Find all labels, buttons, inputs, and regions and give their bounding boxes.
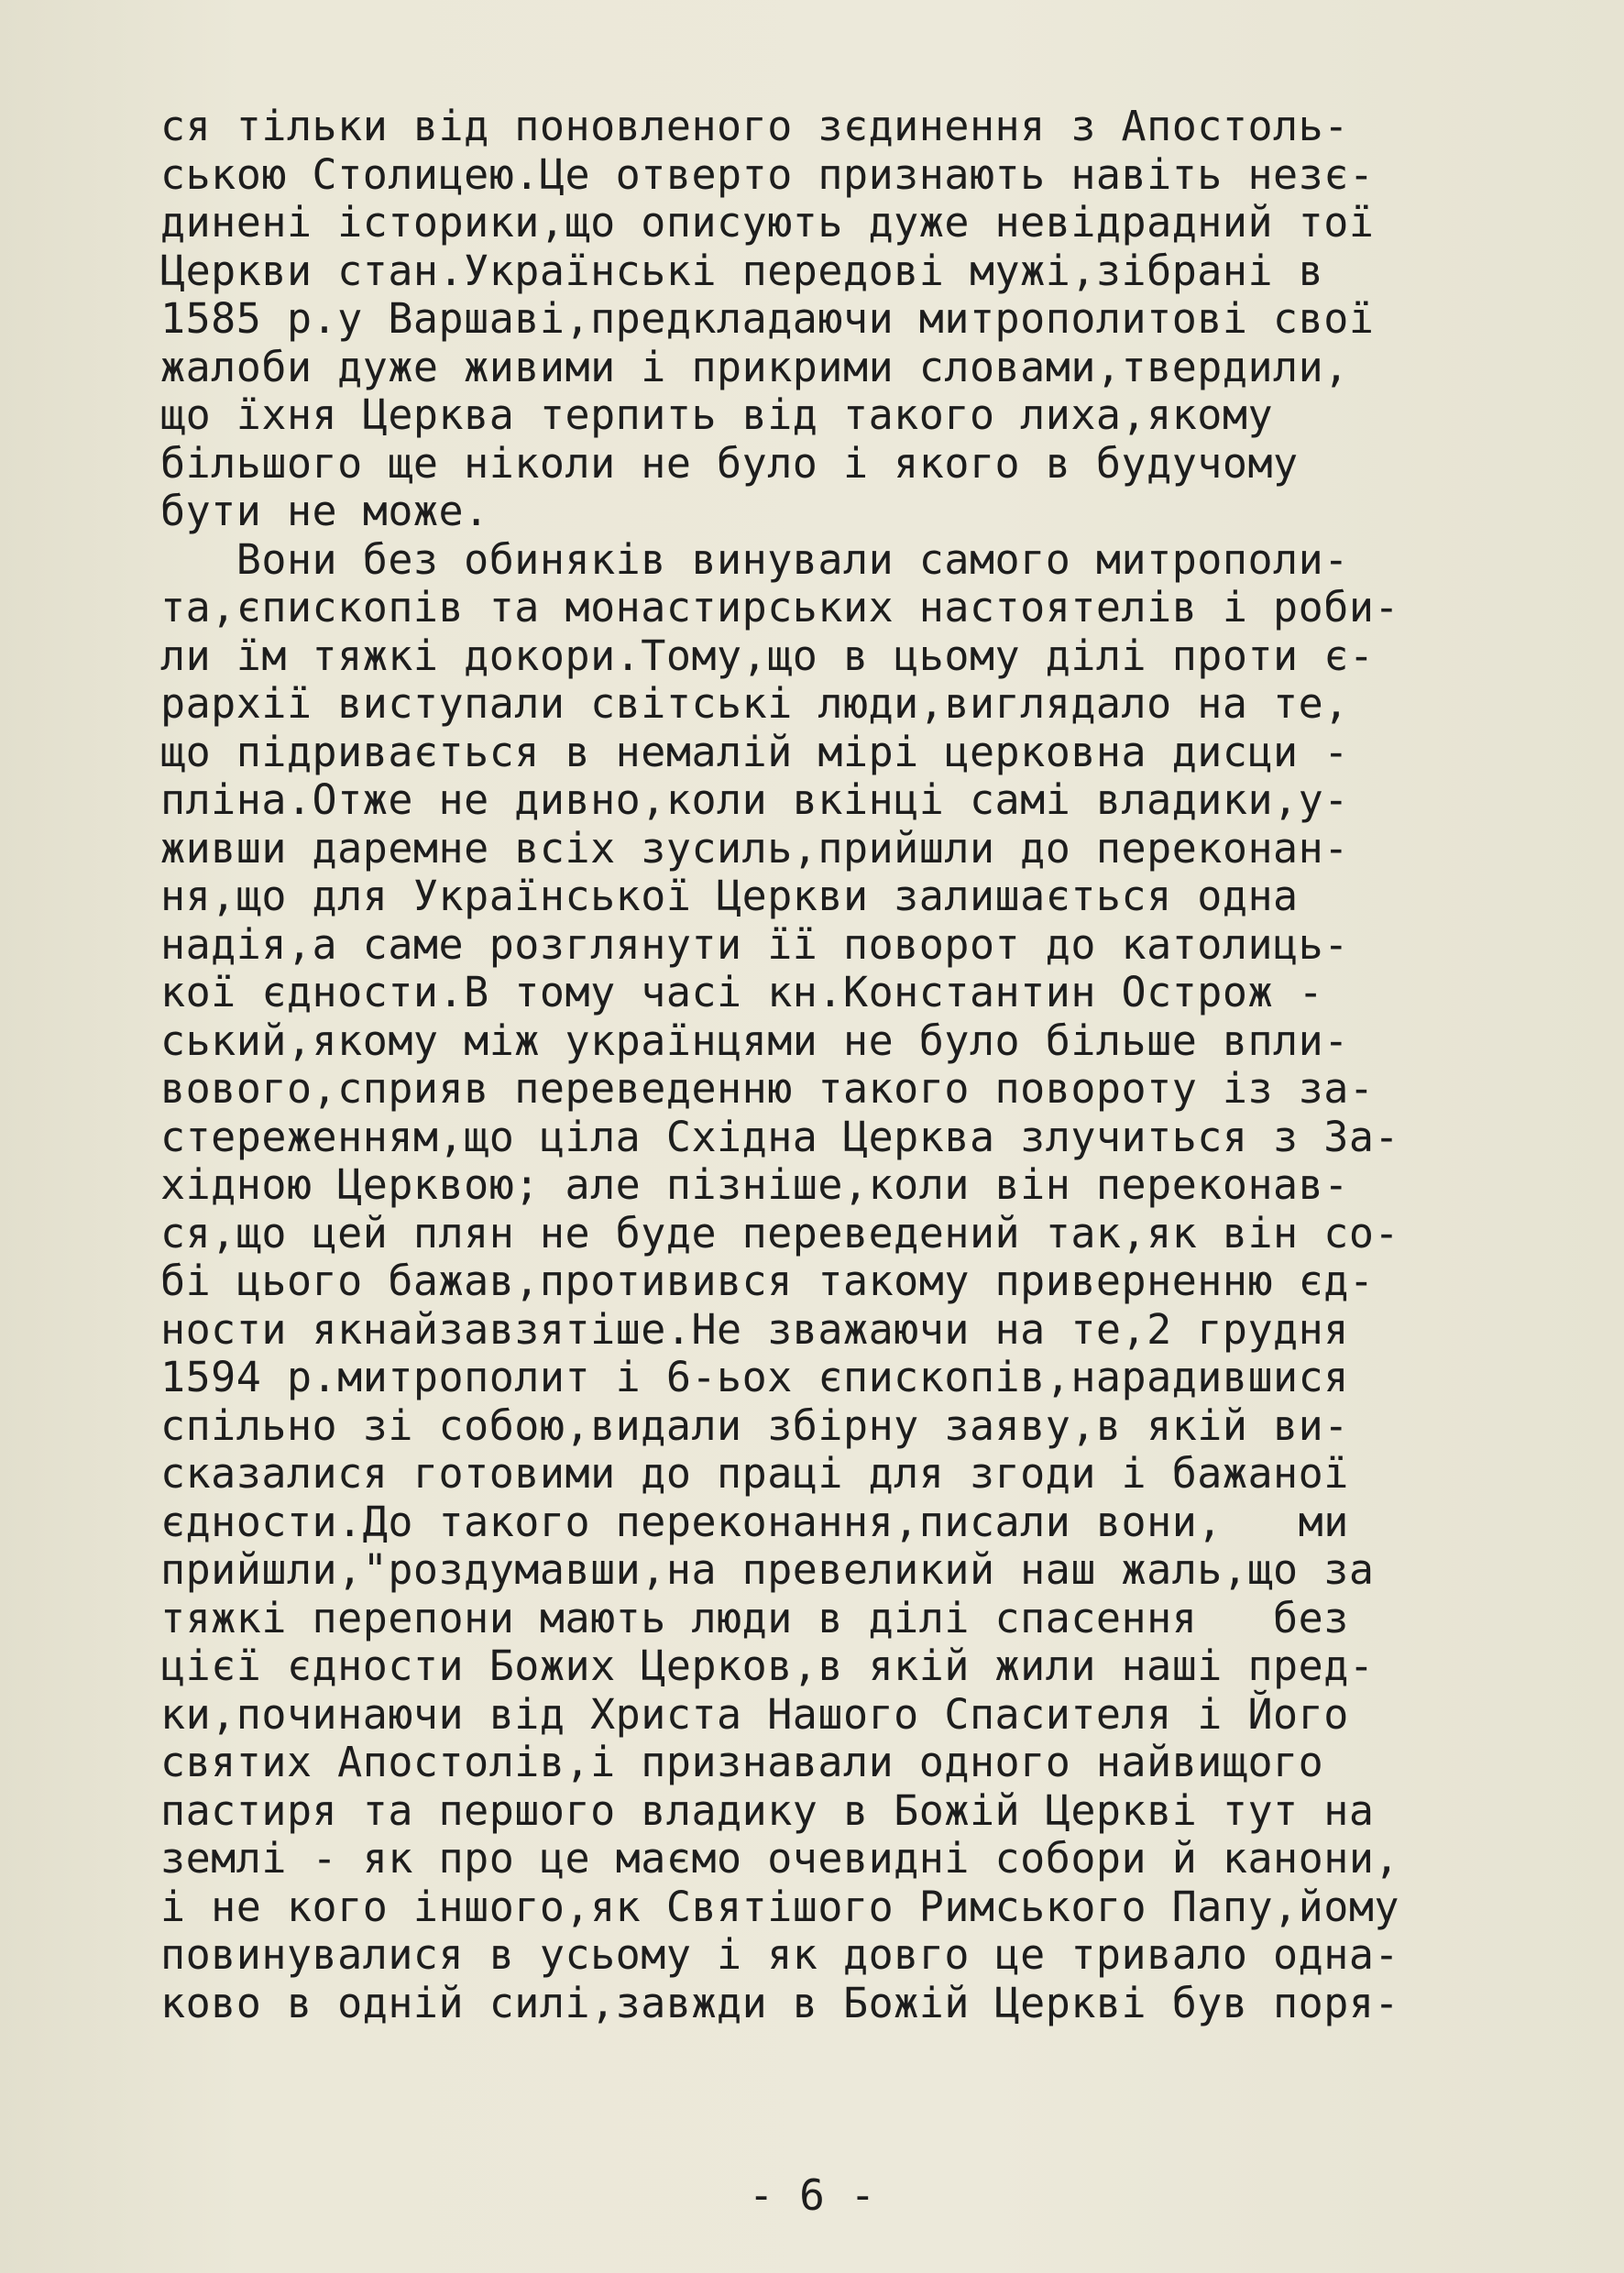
text-line: ся,що цей плян не буде переведений так,як він со- [160,1208,1400,1257]
text-line: тяжкі перепони мають люди в ділі спасення без [160,1593,1349,1642]
text-line: надія,а саме розглянути її поворот до католиць- [160,919,1349,969]
page-number: - 6 - [748,2170,876,2220]
text-line: повинувалися в усьому і як довго це тривало одна- [160,1930,1400,1979]
text-line: спільно зі собою,видали збірну заяву,в якій ви- [160,1400,1349,1450]
body-text [160,103,1590,2027]
text-line: що їхня Церква терпить від такого лиха,якому [160,390,1274,439]
text-line: єдности.До такого переконання,писали вони, ми [160,1497,1349,1546]
text-line: пастиря та першого владику в Божій Церкві тут на [160,1785,1375,1835]
text-line: ли їм тяжкі докори.Тому,що в цьому ділі проти є- [160,631,1375,680]
text-line: 1585 р.у Варшаві,предкладаючи митрополитові свої [160,294,1375,343]
text-line: хідною Церквою; але пізніше,коли він переконав- [160,1160,1349,1209]
text-line: ський,якому між українцями не було більше впли- [160,1016,1349,1065]
text-line: бути не може. [160,487,489,535]
text-line: ково в одній силі,завжди в Божій Церкві був поря- [160,1978,1400,2027]
text-line: кої єдности.В тому часі кн.Константин Острож - [160,968,1324,1016]
text-line: більшого ще ніколи не було і якого в будучому [160,438,1299,488]
text-line: прийшли,"роздумавши,на превеликий наш жаль,що за [160,1545,1375,1594]
text-line: ською Столицею.Це отверто признають навіть незє- [160,149,1375,199]
text-line: жалоби дуже живими і прикрими словами,твердили, [160,342,1349,391]
text-line: рархії виступали світські люди,виглядало на те, [160,679,1349,728]
text-line: живши даремне всіх зусиль,прийшли до переконан- [160,823,1349,873]
text-line: динені історики,що описують дуже невідрадний тої [160,198,1375,247]
text-line: ки,починаючи від Христа Нашого Спасителя і Його [160,1689,1349,1739]
text-line: Церкви стан.Українські передові мужі,зібрані в [160,246,1324,295]
text-line: святих Апостолів,і признавали одного найвищого [160,1738,1324,1786]
text-line: бі цього бажав,противився такому приверненню єд- [160,1257,1375,1305]
text-line: ности якнайзавзятіше.Не зважаючи на те,2 грудня [160,1304,1349,1354]
text-line: Вони без обиняків винували самого митрополи- [160,534,1349,584]
text-line: землі - як про це маємо очевидні собори й канони, [160,1834,1400,1883]
text-line: стереженням,що ціла Східна Церква злучиться з За- [160,1112,1400,1161]
text-line: цієї єдности Божих Церков,в якій жили наші пред- [160,1642,1375,1690]
text-line: вового,сприяв переведенню такого повороту із за- [160,1064,1375,1113]
text-line: та,єпископів та монастирських настоятелів і роби- [160,583,1400,631]
text-line: і не кого іншого,як Святішого Римського Папу,йому [160,1882,1400,1931]
text-line: пліна.Отже не дивно,коли вкінці самі владики,у- [160,775,1349,824]
text-line: сказалися готовими до праці для згоди і бажаної [160,1449,1349,1498]
text-line: що підривається в немалій мірі церковна дисци - [160,727,1349,776]
text-line: ся тільки від поновленого зєдинення з Апостоль- [160,102,1349,150]
text-line: 1594 р.митрополит і 6-ьох єпископів,нарадившися [160,1353,1349,1401]
text-line: ня,що для Української Церкви залишається одна [160,872,1299,920]
